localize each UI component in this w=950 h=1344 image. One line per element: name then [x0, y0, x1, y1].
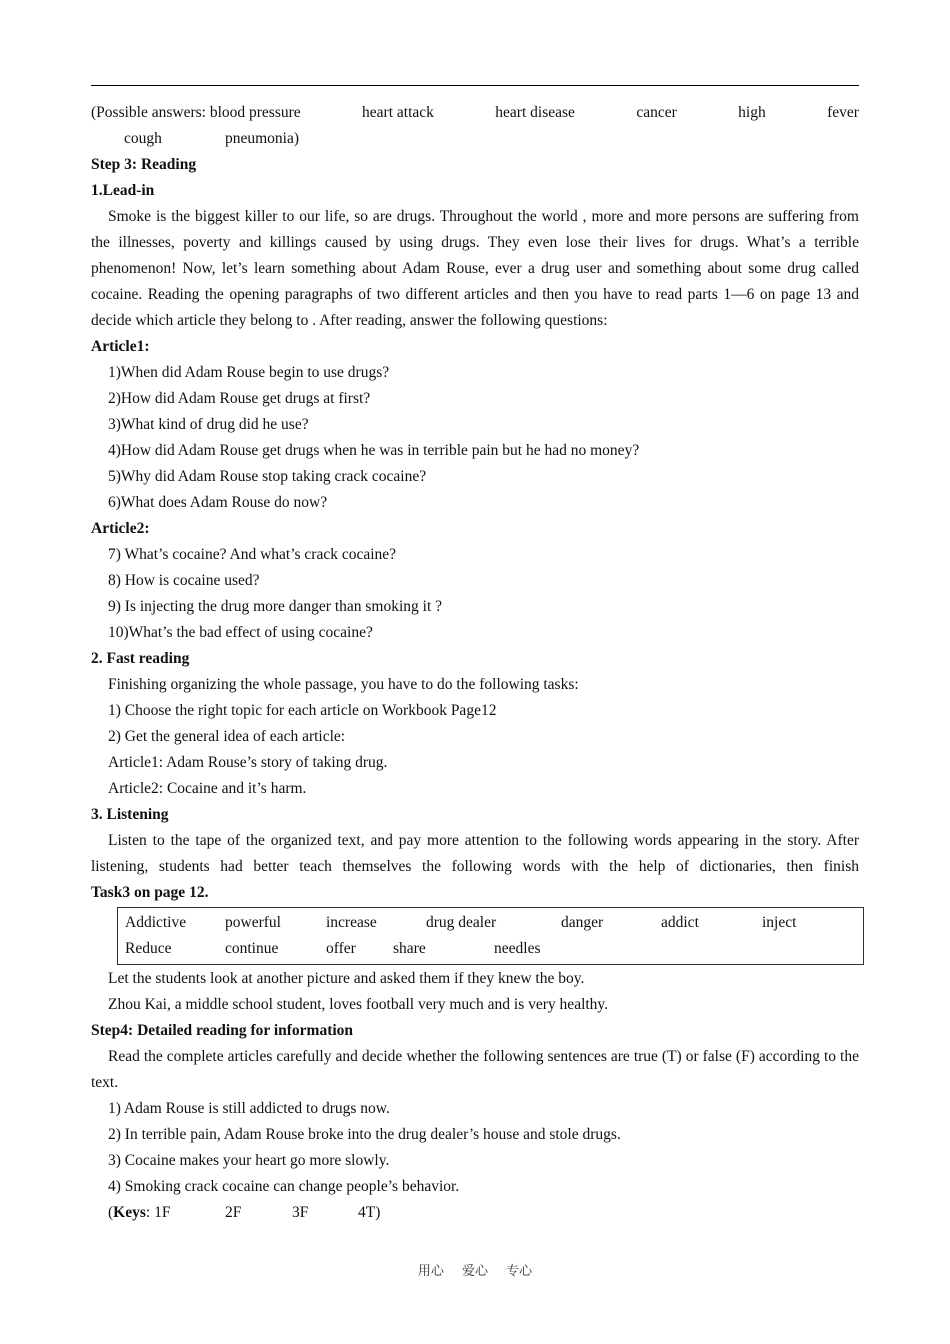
fast-reading-heading: 2. Fast reading — [91, 650, 190, 667]
vocab-word: addict — [661, 914, 699, 931]
vocab-word: share — [393, 940, 426, 957]
answer-item: heart attack — [362, 104, 434, 121]
document-body — [91, 100, 859, 1226]
answer-item: cancer — [636, 104, 677, 121]
key-item: 4T) — [358, 1204, 381, 1221]
possible-answers-prefix: (Possible answers: blood pressure — [91, 104, 301, 121]
key-item: 3F — [292, 1204, 309, 1221]
listening-heading: 3. Listening — [91, 806, 169, 823]
step3-heading: Step 3: Reading — [91, 156, 197, 173]
listening-paragraph — [91, 828, 859, 880]
header-rule — [91, 85, 859, 86]
keys-open-paren: ( — [108, 1204, 114, 1221]
article1-heading: Article1: — [91, 338, 150, 355]
article2-heading: Article2: — [91, 520, 150, 537]
possible-answers-line-2 — [91, 126, 859, 152]
question-item: 1)When did Adam Rouse begin to use drugs? — [108, 364, 390, 381]
keys-label: Keys — [113, 1204, 146, 1221]
answer-item: cough — [124, 130, 162, 147]
fast-reading-line: Finishing organizing the whole passage, you have to do the following tasks: — [108, 676, 579, 693]
question-item: 4)How did Adam Rouse get drugs when he was in terrible pain but he had no money? — [108, 442, 640, 459]
vocab-word: increase — [326, 914, 377, 931]
fast-reading-line: Article2: Cocaine and it’s harm. — [108, 780, 307, 797]
vocab-word: offer — [326, 940, 356, 957]
vocab-word: Addictive — [125, 914, 187, 931]
question-item: 2)How did Adam Rouse get drugs at first? — [108, 390, 371, 407]
statement-item: 3) Cocaine makes your heart go more slowly. — [108, 1152, 390, 1169]
answer-item: pneumonia) — [225, 130, 300, 147]
question-item: 6)What does Adam Rouse do now? — [108, 494, 328, 511]
question-item: 7) What’s cocaine? And what’s crack cocaine? — [108, 546, 397, 563]
statement-item: 2) In terrible pain, Adam Rouse broke into the drug dealer’s house and stole drugs. — [108, 1126, 621, 1143]
keys-first — [108, 1200, 170, 1226]
after-box-line: Zhou Kai, a middle school student, loves football very much and is very healthy. — [108, 996, 609, 1013]
question-item: 5)Why did Adam Rouse stop taking crack cocaine? — [108, 468, 427, 485]
vocab-word: danger — [561, 914, 604, 931]
lead-in-text: Smoke is the biggest killer to our life, so are drugs. Throughout the world , more and more persons are suffering from the illnesses, poverty and killings caused by using drugs. They even lose their lives for drugs. What’s a terrible phenomenon! Now, let’s learn something about Adam Rouse, ever a drug user and something about some drug called cocaine. Reading the opening paragraphs of two different articles and then you have to read parts 1—6 on page 13 and decide which article they belong to . After reading, answer the following questions: — [91, 208, 859, 329]
lead-in-heading: 1.Lead-in — [91, 182, 155, 199]
vocab-word: inject — [762, 914, 797, 931]
vocab-word: powerful — [225, 914, 281, 931]
listening-task: Task3 on page 12. — [91, 884, 209, 901]
key-item: : 1F — [145, 1204, 171, 1221]
answer-item: high — [738, 104, 766, 121]
listening-text: Listen to the tape of the organized text, and pay more attention to the following words appearing in the story. After listening, students had better teach themselves the following words with the help of dictionaries, then finish — [91, 832, 859, 875]
possible-answers-line — [91, 100, 859, 126]
lead-in-paragraph — [91, 204, 859, 334]
vocab-word: drug dealer — [426, 914, 497, 931]
fast-reading-line: 2) Get the general idea of each article: — [108, 728, 346, 745]
fast-reading-line: 1) Choose the right topic for each article on Workbook Page12 — [108, 702, 497, 719]
answer-item: heart disease — [495, 104, 575, 121]
answer-keys — [91, 1200, 859, 1226]
after-box-line: Let the students look at another picture and asked them if they knew the boy. — [108, 970, 585, 987]
step4-heading: Step4: Detailed reading for information — [91, 1022, 354, 1039]
question-item: 8) How is cocaine used? — [108, 572, 260, 589]
vocab-word: Reduce — [125, 940, 172, 957]
answer-item: fever — [827, 104, 859, 121]
statement-item: 1) Adam Rouse is still addicted to drugs now. — [108, 1100, 390, 1117]
vocab-row-2 — [125, 936, 863, 962]
vocabulary-box — [117, 907, 864, 965]
question-item: 10)What’s the bad effect of using cocaine? — [108, 624, 373, 641]
vocab-word: continue — [225, 940, 279, 957]
step4-text: Read the complete articles carefully and decide whether the following sentences are true (T) or false (F) according to the text. — [91, 1048, 859, 1091]
question-item: 3)What kind of drug did he use? — [108, 416, 309, 433]
statement-item: 4) Smoking crack cocaine can change people’s behavior. — [108, 1178, 460, 1195]
vocab-row-1 — [125, 910, 863, 936]
fast-reading-line: Article1: Adam Rouse’s story of taking drug. — [108, 754, 388, 771]
vocab-word: needles — [494, 940, 541, 957]
page-footer: 用心 爱心 专心 — [417, 1264, 533, 1279]
key-item: 2F — [225, 1204, 242, 1221]
question-item: 9) Is injecting the drug more danger than smoking it ? — [108, 598, 443, 615]
step4-paragraph — [91, 1044, 859, 1096]
